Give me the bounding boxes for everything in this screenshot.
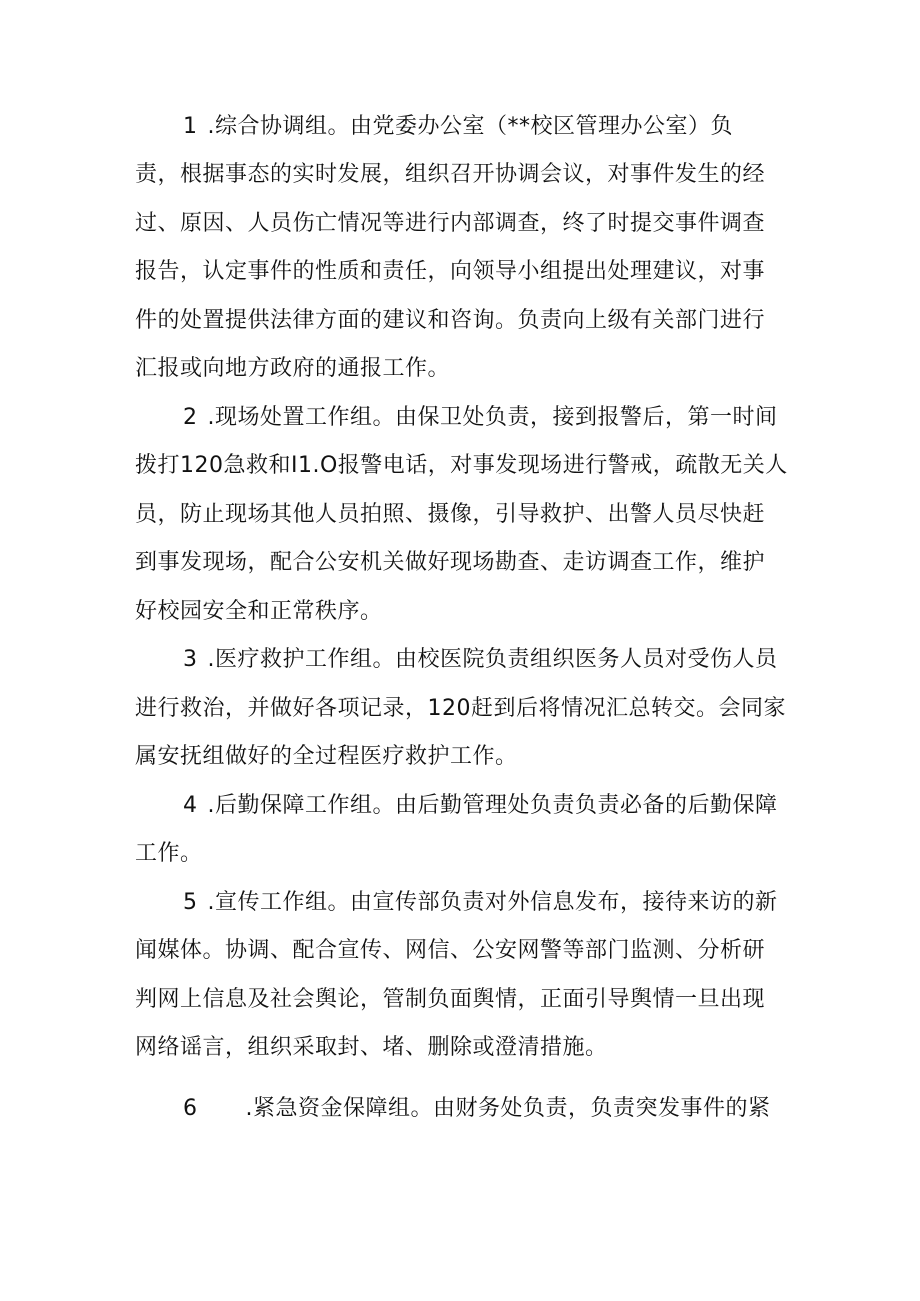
paragraph-line [183, 107, 843, 147]
paragraph-line: 拨打120急救和I1.O报警电话，对事发现场进行警戒，疏散无关人 [135, 453, 788, 478]
line-text: .医疗救护工作组。由校医院负责组织医务人员对受伤人员 [207, 647, 778, 672]
paragraph-line: 责，根据事态的实时发展，组织召开协调会议，对事件发生的经 [135, 162, 766, 187]
paragraph-line: 报告，认定事件的性质和责任，向领导小组提出处理建议，对事 [135, 259, 766, 284]
line-text: .紧急资金保障组。由财务处负责，负责突发事件的紧 [245, 1096, 771, 1121]
paragraph-line [183, 640, 843, 680]
paragraph-line: 属安抚组做好的全过程医疗救护工作。 [135, 744, 518, 769]
paragraph-line: 件的处置提供法律方面的建议和咨询。负责向上级有关部门进行 [135, 308, 766, 333]
paragraph-line: 员，防止现场其他人员拍照、摄像，引导救护、出警人员尽快赶 [135, 502, 766, 527]
paragraph-line: 工作。 [135, 841, 203, 866]
paragraph-line: 汇报或向地方政府的通报工作。 [135, 356, 451, 381]
paragraph-line: 到事发现场，配合公安机关做好现场勘查、走访调查工作，维护 [135, 550, 766, 575]
item-number: 6 [183, 1096, 198, 1121]
paragraph-line [183, 1089, 843, 1129]
paragraph-line: 好校园安全和正常秩序。 [135, 599, 383, 624]
paragraph-line [183, 398, 843, 438]
paragraph-line: 过、原因、人员伤亡情况等进行内部调查，终了时提交事件调查 [135, 211, 766, 236]
paragraph-line: 网络谣言，组织采取封、堵、删除或澄清措施。 [135, 1035, 608, 1060]
item-number: 5 [183, 890, 198, 915]
paragraph-line: 闻媒体。协调、配合宣传、网信、公安网警等部门监测、分析研 [135, 938, 766, 963]
item-number: 3 [183, 647, 198, 672]
line-text: .现场处置工作组。由保卫处负责，接到报警后，第一时间 [207, 405, 778, 430]
paragraph-line [183, 883, 843, 923]
line-text: .综合协调组。由党委办公室（**校区管理办公室）负 [207, 114, 733, 139]
item-number: 2 [183, 405, 198, 430]
line-text: .后勤保障工作组。由后勤管理处负责负责必备的后勤保障 [207, 793, 778, 818]
paragraph-line: 进行救治，并做好各项记录，120赶到后将情况汇总转交。会同家 [135, 696, 786, 721]
paragraph-line: 判网上信息及社会舆论，管制负面舆情，正面引导舆情一旦出现 [135, 987, 766, 1012]
line-text: .宣传工作组。由宣传部负责对外信息发布，接待来访的新 [207, 890, 778, 915]
item-number: 1 [183, 114, 198, 139]
paragraph-line [183, 786, 843, 826]
item-number: 4 [183, 793, 198, 818]
